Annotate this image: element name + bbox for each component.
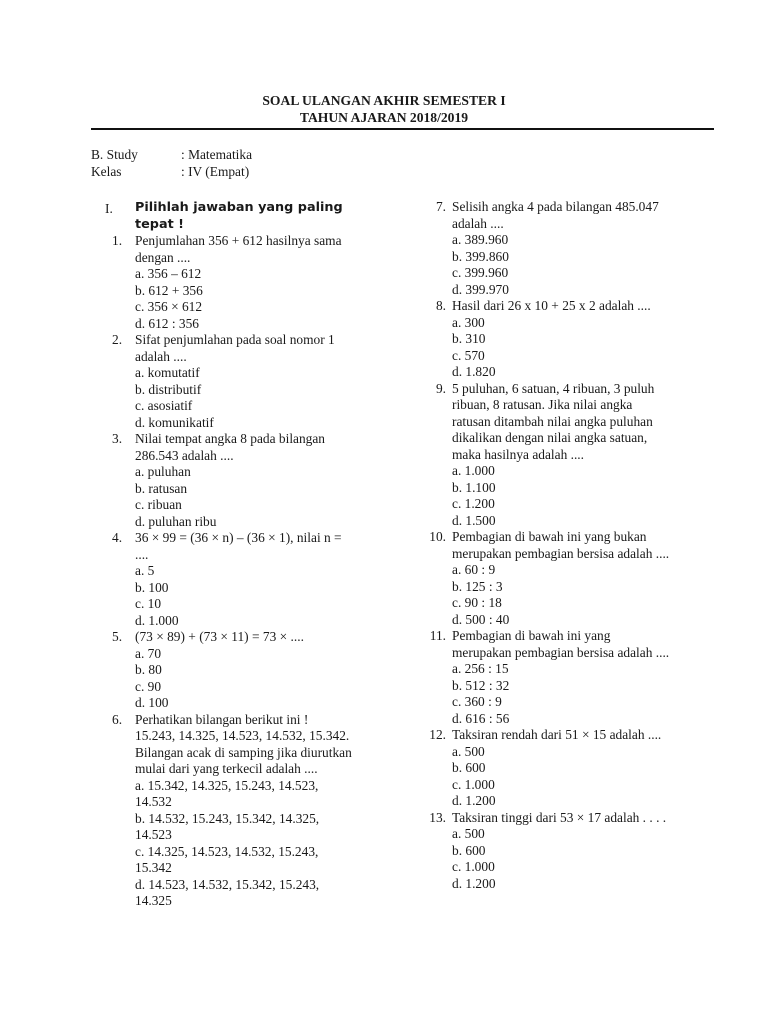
answer-option: b. 600: [452, 842, 486, 858]
question-stem-line: Taksiran tinggi dari 53 × 17 adalah . . . .: [452, 809, 667, 825]
answer-option: d. 1.200: [452, 793, 496, 808]
question-item: [91, 629, 371, 712]
answer-option: a. 300: [452, 314, 485, 330]
answer-option: c. ribuan: [135, 497, 182, 512]
question-body: [135, 233, 371, 332]
answer-option: b. 612 + 356: [135, 282, 203, 298]
question-stem-line: Penjumlahan 356 + 612 hasilnya sama: [135, 233, 342, 248]
answer-option: 14.325: [135, 893, 172, 908]
question-item: [414, 628, 704, 727]
answer-option: d. komunikatif: [135, 414, 214, 430]
question-item: [414, 298, 704, 381]
answer-option: d. 14.523, 14.532, 15.342, 15.243,: [135, 876, 320, 892]
answer-option: 14.532: [135, 794, 172, 809]
section-heading: [91, 199, 371, 233]
question-stem-line: Sifat penjumlahan pada soal nomor 1: [135, 332, 335, 347]
question-number: 8.: [435, 298, 446, 313]
question-item: [91, 332, 371, 431]
question-number: 9.: [435, 380, 446, 396]
answer-option: d. 616 : 56: [452, 710, 510, 726]
question-body: [452, 199, 704, 298]
answer-option: b. 512 : 32: [452, 677, 510, 693]
question-stem-line: 15.243, 14.325, 14.523, 14.532, 15.342.: [135, 728, 350, 743]
question-stem-line: dikalikan dengan nilai angka satuan,: [452, 430, 648, 445]
question-body: [452, 298, 704, 381]
question-number: 3.: [112, 431, 123, 446]
answer-option: a. 1.000: [452, 463, 495, 478]
answer-option: a. 5: [135, 563, 155, 578]
question-body: [452, 727, 704, 810]
question-stem-line: merupakan pembagian bersisa adalah ....: [452, 545, 670, 561]
answer-option: 14.523: [135, 827, 172, 842]
answer-option: b. 125 : 3: [452, 578, 503, 594]
answer-option: d. 1.000: [135, 612, 179, 628]
answer-option: b. ratusan: [135, 480, 188, 496]
question-number: 13.: [429, 809, 446, 825]
question-list-left: [91, 233, 371, 910]
question-body: [135, 629, 371, 712]
answer-option: d. 100: [135, 695, 169, 710]
answer-option: d. 1.500: [452, 512, 496, 528]
question-list-right: [414, 199, 704, 892]
question-item: [91, 712, 371, 910]
question-item: [414, 810, 704, 893]
question-stem-line: Bilangan acak di samping jika diurutkan: [135, 744, 352, 760]
question-stem-line: 36 × 99 = (36 × n) – (36 × 1), nilai n =: [135, 530, 342, 545]
info-row-subject: [91, 147, 252, 164]
question-body: [452, 628, 704, 727]
question-number: 1.: [112, 233, 123, 248]
answer-option: a. 60 : 9: [452, 562, 496, 577]
answer-option: a. 15.342, 14.325, 15.243, 14.523,: [135, 777, 319, 793]
question-stem-line: adalah ....: [452, 215, 504, 231]
answer-option: d. puluhan ribu: [135, 513, 217, 529]
answer-option: a. 256 : 15: [452, 661, 509, 676]
question-number: 12.: [429, 727, 446, 742]
question-stem-line: Nilai tempat angka 8 pada bilangan: [135, 431, 326, 446]
answer-option: b. 80: [135, 662, 162, 677]
answer-option: c. 90 : 18: [452, 595, 502, 610]
question-body: [135, 712, 371, 910]
question-stem-line: Hasil dari 26 x 10 + 25 x 2 adalah ....: [452, 298, 651, 313]
answer-option: a. komutatif: [135, 365, 200, 380]
academic-year: TAHUN AJARAN 2018/2019: [299, 110, 469, 125]
question-body: [135, 431, 371, 530]
answer-option: c. 570: [452, 347, 485, 363]
answer-option: b. distributif: [135, 381, 202, 397]
answer-option: a. 70: [135, 645, 162, 661]
answer-option: c. 1.200: [452, 496, 495, 511]
answer-option: b. 310: [452, 331, 486, 346]
question-stem-line: merupakan pembagian bersisa adalah ....: [452, 644, 670, 660]
section-number: I.: [105, 201, 113, 216]
question-stem-line: 5 puluhan, 6 satuan, 4 ribuan, 3 puluh: [452, 380, 655, 396]
answer-option: a. 500: [452, 826, 485, 841]
question-number: 5.: [112, 629, 123, 644]
question-item: [414, 381, 704, 530]
answer-option: c. 14.325, 14.523, 14.532, 15.243,: [135, 843, 319, 859]
question-number: 4.: [112, 530, 123, 545]
info-value: : IV (Empat): [181, 164, 250, 179]
answer-option: b. 1.100: [452, 479, 496, 495]
document-header: [0, 92, 768, 126]
question-item: [414, 529, 704, 628]
question-body: [452, 529, 704, 628]
question-stem-line: (73 × 89) + (73 × 11) = 73 × ....: [135, 629, 304, 644]
answer-option: a. 500: [452, 743, 485, 759]
question-stem-line: Perhatikan bilangan berikut ini !: [135, 711, 309, 727]
answer-option: c. asosiatif: [135, 398, 193, 413]
question-stem-line: mulai dari yang terkecil adalah ....: [135, 761, 318, 776]
right-column: [414, 199, 704, 892]
info-row-class: [91, 164, 252, 181]
section-instruction: Pilihlah jawaban yang paling tepat !: [135, 200, 343, 232]
question-stem-line: dengan ....: [135, 249, 191, 265]
answer-option: d. 399.970: [452, 281, 509, 297]
info-label: B. Study: [91, 147, 138, 162]
header-divider: [91, 128, 714, 130]
answer-option: a. 389.960: [452, 232, 509, 247]
answer-option: d. 1.200: [452, 875, 496, 891]
exam-title: SOAL ULANGAN AKHIR SEMESTER I: [262, 93, 506, 108]
info-value: : Matematika: [181, 147, 253, 162]
answer-option: a. 356 – 612: [135, 266, 202, 281]
answer-option: c. 360 : 9: [452, 694, 502, 709]
question-stem-line: Taksiran rendah dari 51 × 15 adalah ....: [452, 727, 662, 742]
answer-option: d. 500 : 40: [452, 611, 510, 627]
exam-info: [91, 147, 252, 181]
question-stem-line: ....: [135, 546, 149, 562]
answer-option: d. 612 : 356: [135, 315, 199, 331]
question-stem-line: maka hasilnya adalah ....: [452, 446, 584, 462]
answer-option: d. 1.820: [452, 364, 496, 379]
question-item: [91, 431, 371, 530]
answer-option: c. 90: [135, 678, 162, 694]
answer-option: c. 10: [135, 596, 162, 611]
question-number: 6.: [112, 711, 123, 727]
answer-option: 15.342: [135, 860, 172, 875]
question-body: [452, 810, 704, 893]
question-body: [452, 381, 704, 530]
answer-option: b. 14.532, 15.243, 15.342, 14.325,: [135, 810, 320, 826]
answer-option: b. 100: [135, 579, 169, 595]
answer-option: a. puluhan: [135, 464, 191, 479]
question-number: 10.: [429, 529, 446, 544]
answer-option: c. 356 × 612: [135, 299, 203, 314]
question-number: 7.: [435, 199, 446, 214]
answer-option: b. 399.860: [452, 248, 509, 264]
question-number: 11.: [429, 628, 446, 643]
question-number: 2.: [112, 332, 123, 347]
question-stem-line: 286.543 adalah ....: [135, 447, 234, 463]
question-stem-line: Selisih angka 4 pada bilangan 485.047: [452, 199, 659, 214]
question-stem-line: Pembagian di bawah ini yang bukan: [452, 529, 647, 544]
left-column: [91, 199, 371, 910]
question-stem-line: Pembagian di bawah ini yang: [452, 628, 611, 643]
question-body: [135, 332, 371, 431]
question-item: [414, 199, 704, 298]
question-stem-line: adalah ....: [135, 348, 187, 364]
answer-option: c. 1.000: [452, 859, 495, 874]
answer-option: c. 1.000: [452, 776, 495, 792]
question-stem-line: ratusan ditambah nilai angka puluhan: [452, 413, 653, 429]
info-label: Kelas: [91, 164, 122, 179]
answer-option: b. 600: [452, 760, 486, 775]
question-item: [414, 727, 704, 810]
question-body: [135, 530, 371, 629]
question-stem-line: ribuan, 8 ratusan. Jika nilai angka: [452, 397, 633, 412]
answer-option: c. 399.960: [452, 265, 509, 280]
question-item: [91, 530, 371, 629]
question-item: [91, 233, 371, 332]
